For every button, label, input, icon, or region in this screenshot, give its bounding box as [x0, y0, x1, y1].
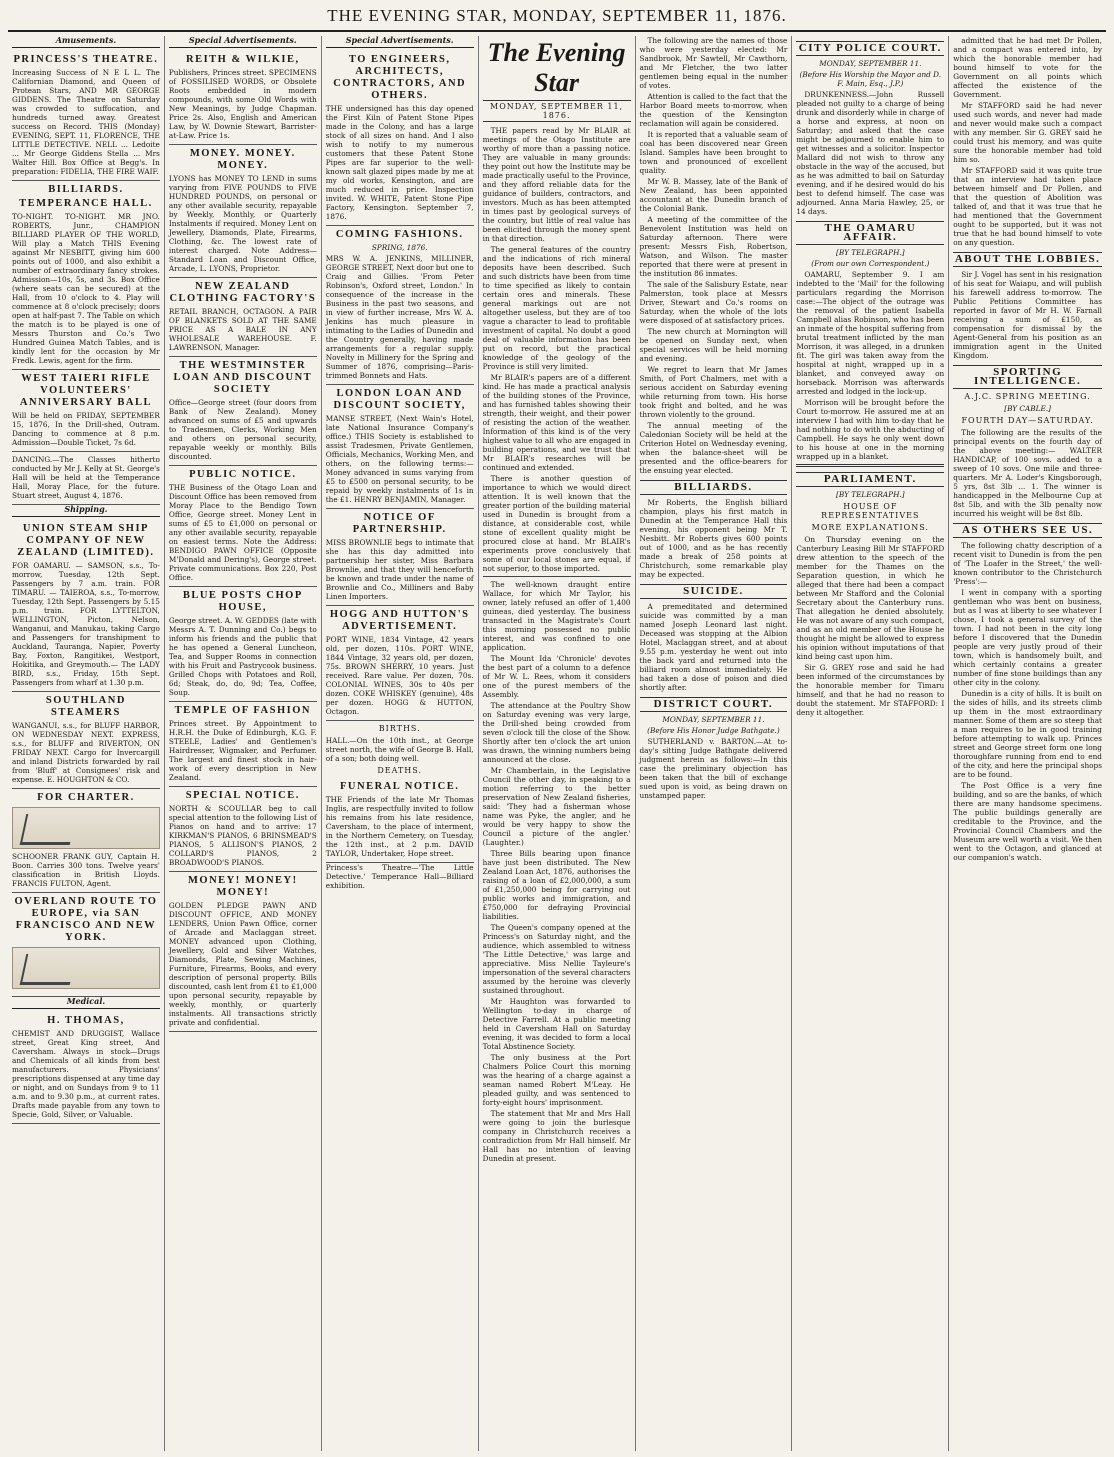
- news-paragraph: Attention is called to the fact that the Harbor Board meets to-morrow, when the question of the Kensington reclamation will again be considered.: [639, 92, 788, 128]
- news-paragraph: A meeting of the committee of the Benevolent Institution was held on Saturday afternoon. There were present: Messrs Fish, Robertson, Watson, and Wilson. The master reported that there were at present in the institution 86 inmates.: [639, 215, 788, 278]
- district-court-text: SUTHERLAND v. BARTON.—At to-day's sitting Judge Bathgate delivered judgment herein as follows:—In this case the preliminary objection has been taken that the bill of exchange sued upon is void, as being drawn on unstamped paper.: [639, 737, 788, 800]
- births-heading: BIRTHS.: [378, 724, 421, 733]
- deaths-heading: DEATHS.: [377, 766, 423, 775]
- schooner-illustration: [12, 807, 160, 849]
- ad-title: SPECIAL NOTICE.: [185, 790, 300, 801]
- billiards-text: Mr Roberts, the English billiard champion, plays his first match in Dunedin at the Temperance Hall this evening, his opponent being Mr T. Nesbitt. Mr Roberts gives 600 points out of 1000, and as he has recently made a break of 258 points at Christchurch, some remarkable play may be expected.: [639, 498, 788, 579]
- police-court-heading: CITY POLICE COURT.: [796, 41, 944, 56]
- lobbies-text: Sir J. Vogel has sent in his resignation of his seat for Waiapu, and will publish his farewell address to-morrow. The Public Petitions Committee has reported in favor of Mr H. W. Farnall receiving a sum of £150, as compensation for dismissal by the Agent-General from his position as an immigration agent in the United Kingdom.: [953, 270, 1102, 360]
- district-court-date: MONDAY, SEPTEMBER 11.: [662, 715, 765, 724]
- ad-title: PUBLIC NOTICE.: [189, 469, 297, 480]
- ad-temple-fashion: [169, 702, 317, 787]
- ad-text: Publishers, Princes street. SPECIMENS of FOSSILISED WORDS, or Obsolete Roots embedded in modern compounds, with some Old Words with New Meanings, by Judge Chapman. Price 2s. Also, English and American Law, by W. Downie Stewart, Barrister-at-Law. Price 1s.: [168, 68, 317, 140]
- column-head: Special Advertisements.: [169, 36, 317, 48]
- ad-billiards: [12, 181, 160, 370]
- news-paragraph: Mr Chamberlain, in the Legislative Council the other day, in speaking to a motion referring to the better preservation of New Zealand fisheries, said: 'They had a fisherman whose name was Pyke, the angler, and he would be very happy to show the Council a picture of the angler.' (Laughter.): [482, 766, 631, 847]
- ad-text: Increasing Success of N E L L. The Californian Diamond, and Queen of Protean Stars, AND MR GEORGE GIDDENS. The Theatre on Saturday was crowded to suffocation, and hundreds turned away. Greatest success on Record. THIS (Monday) EVENING, SEPT. 11, FLORENCE, THE LITTLE DETECTIVE. NELL ... Ledoite ... Mr George Giddens Stella ... Mrs Walter Hill. Box Office at Begg's. In preparation: FIDELIA, THE FIRE WAIF.: [12, 68, 160, 176]
- ad-title: REITH & WILKIE,: [186, 54, 300, 65]
- ad-text: WANGANUI, s.s., for BLUFF HARBOR, ON WEDNESDAY NEXT. EXPRESS, s.s., for BLUFF and RIVERTON, ON FRIDAY NEXT. Cargo for Invercargill and inland Districts forwarded by rail from 'Bluff' at Consignees' risk and expense. E. HOUGHTON & CO.: [12, 721, 160, 784]
- ad-text: CHEMIST AND DRUGGIST, Wallace street, Great King street, And Caversham. Always in stock—Drugs and Chemicals of all kinds from best manufacturers. Physicians' prescriptions dispensed at any time day or night, and on Sundays from 9 to 11 a.m. and to 9.30 p.m., at current rates. Drafts made payable from any town to Specie, Gold, Silver, or Valuable.: [12, 1029, 160, 1119]
- ad-title: HOGG AND HUTTON'S ADVERTISEMENT.: [329, 609, 470, 632]
- ad-title: BLUE POSTS CHOP HOUSE,: [182, 590, 303, 613]
- parliament-subhead: MORE EXPLANATIONS.: [811, 523, 929, 532]
- news-paragraph: The well-known draught entire Wallace, for which Mr Taylor, his owner, lately refused an offer of 1,400 guineas, died yesterday. The business transacted in the Magistrate's Court this morning possessed no public interest, and was confined to one application.: [482, 580, 631, 652]
- births-text: HALL.—On the 10th inst., at George street north, the wife of George B. Hall, of a son; both doing well.: [325, 736, 474, 763]
- police-court-text: DRUNKENNESS.—John Russell pleaded not guilty to a charge of being drunk and disorderly while in charge of a horse and express, at noon on Saturday; and asked that the case might be adjourned to enable him to get witnesses and a solicitor. Inspector Mallard did not wish to throw any obstacle in the way of the accused, but as he was admitted to bail on Saturday evening, and if he desired would do his best to defend himself. The case was adjourned. Anna Maria Hawley, 25, or 14 days.: [796, 90, 945, 216]
- news-paragraph: The only business at the Port Chalmers Police Court this morning was the hearing of a charge against a seaman named Robert M'Leay. He pleaded guilty, and was sentenced to forty-eight hours' imprisonment.: [482, 1053, 631, 1107]
- paper-title: The Evening Star: [487, 38, 626, 97]
- ad-engineers: [326, 51, 474, 226]
- parliament-text: Sir G. GREY rose and said he had been informed of the circumstances by the honorable member for Timaru himself, and that he had no reason to doubt the statement. Mr STAFFORD: I deny it altogether.: [796, 663, 945, 717]
- ad-london-loan: [326, 385, 474, 509]
- ad-title: UNION STEAM SHIP COMPANY OF NEW ZEALAND (LIMITED).: [17, 523, 155, 558]
- others-heading: AS OTHERS SEE US.: [953, 523, 1102, 538]
- ad-coming-fashions: [326, 226, 474, 385]
- column-head: Special Advertisements.: [326, 36, 474, 48]
- ad-title: MONEY. MONEY. MONEY.: [189, 148, 296, 171]
- column-courts: [792, 36, 949, 1451]
- ad-blue-posts: [169, 587, 317, 702]
- ad-text: NORTH & SCOULLAR beg to call special attention to the following List of Pianos on hand and to arrive: 17 KIRKMAN'S PIANOS, 6 BRINSMEAD'S PIANOS, 5 ALLISON'S PIANOS, 2 COLLARD'S PIANOS, 2 BROADWOOD'S PIANOS.: [168, 804, 317, 867]
- paper-date: MONDAY, SEPTEMBER 11, 1876.: [483, 100, 631, 122]
- leader-paragraph: The general features of the country and the indications of rich mineral deposits have been described. Such and such districts have been from time to time specified as likely to contain certain ores and minerals. These general markings out are not altogether useless, but they are of too vague a character to lead to profitable investment of capital. No doubt a good deal of valuable information has been put on record, but the practical knowledge of the geology of the Province is still very limited.: [482, 245, 631, 371]
- ad-title: FUNERAL NOTICE.: [340, 781, 460, 792]
- ad-text: FOR OAMARU. — SAMSON, s.s., To-morrow, Tuesday, 12th Sept. Passengers by 7 a.m. train. FOR TIMARU. — TAIEROA, s.s., To-morrow, Tuesday, 12th Sept. Passengers by 5.15 p.m. train. FOR LYTTELTON, WELLINGTON, Picton, Nelson, Wanganui, and Manukau, taking Cargo and Passengers for transhipment to Auckland, Tauranga, Napier, Poverty Bay, Foxton, Rangitikei, Westport, Hokitika, and Greymouth.— The LADY BIRD, s.s., Friday, 15th Sept. Passengers from wharf at 1.30 p.m.: [12, 561, 160, 687]
- ad-text: GOLDEN PLEDGE PAWN AND DISCOUNT OFFICE, AND MONEY LENDERS, Union Pawn Office, corner of Arcade and Maclaggan street. MONEY advanced upon Clothing, Jewellery, Gold and Silver Watches, Diamonds, Plate, Sewing Machines, Furniture, Firearms, Books, and every description of personal property. Bills discounted, cash lent from £1 to £1,000 upon personal security, repayable by weekly, monthly, or quarterly instalments. All transactions strictly private and confidential.: [168, 901, 317, 1027]
- others-text: The following chatty description of a recent visit to Dunedin is from the pen of 'The Loafer in the Street,' the well-known contributor to the Christchurch 'Press':—: [953, 541, 1102, 586]
- ad-text: TO-NIGHT. TO-NIGHT. MR JNO. ROBERTS, Junr., CHAMPION BILLIARD PLAYER OF THE WORLD, Will play a Match THIS Evening against Mr NESBITT, giving him 600 points out of 1000, and also exhibit a number of extraordinary fancy strokes. Admission—10s, 5s, and 3s. Box Office (where seats can be secured) at the Hall, from 10 o'clock to 4. Play will commence at 8 o'clock precisely; doors open at half-past 7. The Table on which the match is to be played is one of Messrs Thurston and Co.'s Two Hundred Guinea Match Tables, and is kindly lent for the occasion by Mr Fredk. Lewis, agent for the firm.: [12, 212, 160, 365]
- news-paragraph: We regret to learn that Mr James Smith, of Port Chalmers, met with a serious accident on Saturday evening while returning from town. His horse took fright and bolted, and he was thrown violently to the ground.: [639, 365, 788, 419]
- leader-paragraph: Mr BLAIR's papers are of a different kind. He has made a practical analysis of the building stones of the Province, and has furnished tables showing their strength, their weight, and their power of resisting the action of the weather. Information of this kind is of the very highest value to all who are engaged in building operations, and we trust that Mr BLAIR's researches will be continued and extended.: [482, 373, 631, 472]
- ad-clothing-factory: [169, 278, 317, 357]
- column-special-ads-1: [165, 36, 322, 1451]
- ad-title: OVERLAND ROUTE TO EUROPE, via SAN FRANCISCO AND NEW YORK.: [14, 896, 158, 943]
- column-head: Amusements.: [12, 36, 160, 48]
- ad-reith-wilkie: [169, 51, 317, 145]
- ad-partnership: [326, 509, 474, 606]
- suicide-heading: SUICIDE.: [640, 584, 788, 599]
- ad-title: NOTICE OF PARTNERSHIP.: [352, 512, 447, 535]
- news-paragraph: Three Bills bearing upon finance have just been distributed. The New Zealand Loan Act, 1876, authorises the raising of a loan of £2,000,000, a sum of £1,250,000 being for carrying out public works and immigration, and £750,000 for defraying Provincial liabilities.: [482, 849, 631, 921]
- column-amusements: [8, 36, 165, 1451]
- ad-text: MISS BROWNLIE begs to intimate that she has this day admitted into partnership her sister, Miss Barbara Brownlie, and that they will henceforth be known and trade under the name of Brownlie and Co., Milliners and Baby Linen Importers.: [325, 538, 474, 601]
- paper-title-block: [483, 38, 631, 122]
- ad-title: H. THOMAS,: [47, 1015, 125, 1026]
- sporting-day: FOURTH DAY—SATURDAY.: [961, 416, 1094, 425]
- ad-westminster-loan: [169, 357, 317, 466]
- ad-text: Will be held on FRIDAY, SEPTEMBER 15, 1876, In the Drill-shed, Outram. Dancing to commence at 8 p.m. Admission—Double Ticket, 7s 6d.: [12, 411, 160, 447]
- ad-text: MRS W. A. JENKINS, MILLINER, GEORGE STREET, Next door but one to Craig and Gillies. 'From Peter Robinson's, Oxford street, London.' In consequence of the increase in the Business in the past two seasons, and in view of further increase, Mrs W. A. Jenkins has much pleasure in intimating to the Ladies of Dunedin and the Country generally, having made arrangements for a regular supply. Novelty in Millinery for the Spring and Summer of 1876, comprising—Paris-trimmed Bonnets and Hats.: [325, 254, 474, 380]
- oamaru-correspondent: (From our own Correspondent.): [811, 259, 930, 268]
- oamaru-text: Morrison will be brought before the Court to-morrow. He assured me at an interview I had with him to-day that he had nothing to do with the abducting of Campbell. He says he only went down to his house at one in the morning wrapped up in a blanket.: [796, 398, 945, 461]
- ad-text: THE Friends of the late Mr Thomas Inglis, are respectfully invited to follow his remains from his late residence, Caversham, to the place of interment, in the Northern Cemetery, on Tuesday, the 12th inst., at 2 p.m. DAVID TAYLOR, Undertaker, Hope street.: [325, 795, 474, 858]
- divider: [796, 464, 944, 467]
- ad-text: SCHOONER FRANK GUY, Captain H. Boon. Carries 300 tons. Twelve years' classification in British Lloyds. FRANCIS FULTON, Agent.: [12, 852, 160, 888]
- ad-chemist: [12, 1012, 160, 1124]
- ad-title: FOR CHARTER.: [37, 792, 135, 803]
- others-text: I went in company with a sporting gentleman who was bent on business, but as I was at liberty to see whatever I chose, I took a general survey of the town. I had not been in the city long before I discovered that the Dunedin people are very justly proud of their town, which is handsomely built, and which certainly contains a greater number of fine stone buildings than any other city in the colony.: [953, 588, 1102, 687]
- news-paragraph: Mr Haughton was forwarded to Wellington to-day in charge of Detective Farrell. At a public meeting held in Caversham Hall on Saturday evening, it was decided to form a local Total Abstinence Society.: [482, 997, 631, 1051]
- others-text: Dunedin is a city of hills. It is built on the sides of hills, and its streets climb up them in the most extraordinary manner. Some of them are so steep that a man requires to be in good training before attempting to walk up. Princes street and George street form one long thoroughfare running from end to end of the city, and here the principal shops are to be found.: [953, 689, 1102, 779]
- amusements-index: Princess's Theatre—'The Little Detective.' Temperance Hall—Billiard exhibition.: [325, 863, 474, 890]
- columns: [8, 36, 1106, 1451]
- news-paragraph: It is reported that a valuable seam of coal has been discovered near Green Island. Samples have been brought to town and pronounced of excellent quality.: [639, 130, 788, 175]
- parliament-text: On Thursday evening on the Canterbury Leasing Bill Mr STAFFORD drew attention to the speech of the member for the Thames on the Separation question, in which he alleged that there had been a compact between Mr Stafford and the Colonial Secretary about the Canterbury runs. That allegation he denied absolutely. He was not aware of any such compact, and as an old member of the House he thought he might be allowed to express his opinion without imputations of that kind being cast upon him.: [796, 535, 945, 661]
- column-news: [636, 36, 793, 1451]
- sporting-source: [BY CABLE.]: [1004, 404, 1051, 413]
- district-court-bench: (Before His Honor Judge Bathgate.): [647, 726, 780, 735]
- column-head: Shipping.: [12, 505, 160, 517]
- suicide-text: A premeditated and determined suicide was committed by a man named Joseph Leonard last night. Deceased was stopping at the Albion Hotel, Maclaggan street, and at about 9.55 p.m. yesterday he went out into the back yard and returned into the billiard room almost immediately. He had taken a dose of poison and died shortly after.: [639, 602, 788, 692]
- others-text: The Post Office is a very fine building, and so are the banks, of which there are many handsome specimens. The public buildings generally are creditable to the Province, and the Provincial Council Chambers and the Museum are well worth a visit. We then went to the Octagon, and glanced at our companion's watch.: [953, 781, 1102, 862]
- parliament-text: admitted that he had met Dr Pollen, and a compact was entered into, by which the honorable member had bound himself to vote for the Government on all points which affected the existence of the Government.: [953, 36, 1102, 99]
- ad-public-notice: [169, 466, 317, 587]
- ad-princess-theatre: [12, 51, 160, 181]
- column-special-ads-2: [322, 36, 479, 1451]
- ad-title: WEST TAIERI RIFLE VOLUNTEERS' ANNIVERSARY BALL: [19, 373, 152, 408]
- news-paragraph: The statement that Mr and Mrs Hall were going to join the burlesque company in Christchurch receives a contradiction from Mr Hall himself. Mr Hall has no intention of leaving Dunedin at present.: [482, 1109, 631, 1163]
- ad-overland: [12, 893, 160, 997]
- sporting-subhead: A.J.C. SPRING MEETING.: [964, 392, 1091, 401]
- news-paragraph: Mr W. B. Massey, late of the Bank of New Zealand, has been appointed accountant at the Dunedin branch of the Colonial Bank.: [639, 177, 788, 213]
- column-leader: [479, 36, 636, 1451]
- police-court-bench: (Before His Worship the Mayor and D. F. Main, Esq., J.P.): [799, 70, 942, 88]
- ad-dancing: [12, 452, 160, 505]
- ad-text: LYONS has MONEY TO LEND in sums varying from FIVE POUNDS to FIVE HUNDRED POUNDS, on personal or any other available security, repayable by Weekly, Monthly, or Quarterly Instalments if required. Money Lent on Jewellery, Diamonds, Plate, Firearms, Clothing, &c. The lowest rate of interest charged. Note Address—Standard Loan and Discount Office, Arcade, L. LYONS, Proprietor.: [168, 174, 317, 273]
- divider: [483, 576, 631, 577]
- ad-title: TEMPERANCE HALL.: [19, 198, 153, 209]
- parliament-text: Mr STAFFORD said he had never used such words, and never had made and never would make such a compact with any member. Sir G. GREY said he could trust his memory, and was quite sure the honorable member had told him so.: [953, 101, 1102, 164]
- ad-title: SOUTHLAND STEAMERS: [45, 695, 126, 718]
- ad-text: DANCING.—The Classes hitherto conducted by Mr J. Kelly at St. George's Hall will be held at the Temperance Hall, Moray Place, for the future. Stuart street, August 4, 1876.: [12, 455, 160, 500]
- ad-text: MANSE STREET, (Next Wain's Hotel, late National Insurance Company's office.) THIS Society is established to assist Tradesmen, Private Gentlemen, Officials, Mechanics, Working Men, and others, on the following terms:— Money advanced in sums varying from £5 to £500 on personal security, to be repaid by weekly instalments of 1s in the £1. HENRY BENJAMIN, Manager.: [325, 414, 474, 504]
- steamer-illustration: [12, 947, 160, 989]
- parliament-heading: PARLIAMENT.: [796, 472, 944, 487]
- ad-charter: [12, 789, 160, 893]
- column-head: Medical.: [12, 997, 160, 1009]
- oamaru-text: OAMARU, September 9. I am indebted to the 'Mail' for the following particulars regarding the Morrison case:—The object of the outrage was the removal of the patient Isabella Campbell alias Robinson, who has been an inmate of the hospital suffering from brutal treatment inflicted by the man Morrison, it was alleged, in a drunken fit. The girl was taken away from the hospital at night, wrapped up in a blanket, and conveyed away on horseback. Morrison was afterwards arrested and lodged in the lock-up.: [796, 270, 945, 396]
- ad-title: MONEY! MONEY! MONEY!: [188, 875, 298, 898]
- ad-money: [169, 145, 317, 278]
- ad-title: COMING FASHIONS.: [335, 229, 464, 240]
- news-paragraph: The annual meeting of the Caledonian Society will be held at the Criterion Hotel on Wednesday evening, when the balance-sheet will be presented and the office-bearers for the ensuing year elected.: [639, 421, 788, 475]
- parliament-source: [BY TELEGRAPH.]: [836, 490, 905, 499]
- news-paragraph: The sale of the Salisbury Estate, near Palmerston, took place at Messrs Driver, Stewart and Co.'s rooms on Saturday, when the whole of the lots were disposed of at satisfactory prices.: [639, 280, 788, 325]
- ad-title: PRINCESS'S THEATRE.: [13, 54, 159, 65]
- ad-union-steam: [12, 520, 160, 692]
- leader-paragraph: THE papers read by Mr BLAIR at meetings of the Otago Institute are worthy of more than a passing notice. They are valuable in many grounds: they point out how the Institute may be made practically useful to the Province, and they afford reliable data for the guidance of builders, contractors, and investors. Much as has been attempted in times past by geological surveys of the country, but little of real value has been elicited through the money spent in that direction.: [482, 126, 631, 243]
- ad-text: PORT WINE, 1834 Vintage, 42 years old, per dozen, 110s. PORT WINE, 1844 Vintage, 32 years old, per dozen, 75s. BROWN SHERRY, 10 years. Just received. Rare value. Per dozen, 70s. COLONIAL WINES, 30s to 40s per dozen. COKE WHISKEY (genuine), 48s per dozen. HOGG & HUTTON, Octagon.: [325, 635, 474, 716]
- ad-title: TEMPLE OF FASHION: [174, 705, 311, 716]
- parliament-house: HOUSE OF REPRESENTATIVES: [821, 502, 920, 520]
- sporting-text: The following are the results of the principal events on the fourth day of the above meeting:— WALTER HANDICAP, of 100 sovs. added to a sweep of 10 sovs. One mile and three-quarters. Mr A. Loder's Kingsborough, 5 yrs, 8st 3lb ... 1. The winner is handicapped in the Melbourne Cup at 8st 5lb, and with the 3lb penalty now incurred his weight will be 8st 8lb.: [953, 428, 1102, 518]
- ad-text: George street. A. W. GEDDES (late with Messrs A. T. Dunning and Co.) begs to inform his friends and the public that he has opened a General Luncheon, Tea, and Supper Rooms in connection with his Fruit and Pastrycook business. Grilled Chops with Potatoes and Roll, 6d; Steak, do, do, 9d; Tea, Coffee, Soup.: [168, 616, 317, 697]
- oamaru-source: [BY TELEGRAPH.]: [836, 248, 905, 257]
- oamaru-heading: THE OAMARU AFFAIR.: [796, 221, 944, 245]
- ad-pianos: [169, 787, 317, 872]
- district-court-heading: DISTRICT COURT.: [640, 697, 788, 712]
- ad-golden-pledge: [169, 872, 317, 1032]
- ad-title: LONDON LOAN AND DISCOUNT SOCIETY,: [333, 388, 466, 411]
- leader-paragraph: There is another question of importance to which we would direct attention. It is well known that the greater portion of the building material used in Dunedin is brought from a distance, at considerable cost, while stone of excellent quality might be procured close at hand. Mr BLAIR's experiments prove conclusively that some of our local stones are equal, if not superior, to those imported.: [482, 474, 631, 573]
- ad-title: NEW ZEALAND CLOTHING FACTORY'S: [169, 281, 317, 304]
- ad-title: TO ENGINEERS, ARCHITECTS, CONTRACTORS, AND OTHERS.: [333, 54, 467, 101]
- ad-title: BILLIARDS.: [48, 184, 124, 195]
- ad-rifle-ball: [12, 370, 160, 452]
- ad-text: Princes street. By Appointment to H.R.H. the Duke of Edinburgh, K.G. F. STEELE, Ladies' and Gentlemen's Hairdresser, Wigmaker, and Perfumer. The largest and finest stock in hair-work of every description in New Zealand.: [168, 719, 317, 782]
- sporting-heading: SPORTING INTELLIGENCE.: [953, 365, 1102, 389]
- masthead: [8, 6, 1106, 32]
- news-paragraph: The Queen's company opened at the Princess's on Saturday night, and the audience, which assembled to witness 'The Little Detective,' was large and appreciative. Miss Nellie Tayleure's impersonation of the several characters assumed by the heroine was cleverly sustained throughout.: [482, 923, 631, 995]
- news-paragraph: The new church at Mornington will be opened on Sunday next, when special services will be held morning and evening.: [639, 327, 788, 363]
- billiards-heading: BILLIARDS.: [640, 480, 788, 495]
- ad-title: THE WESTMINSTER LOAN AND DISCOUNT SOCIETY: [173, 360, 313, 395]
- news-paragraph: The following are the names of those who were yesterday elected: Mr Sandbrook, Mr Sawtell, Mr Cawthorn, and Mr Fletcher, the two latter gentlemen being equal in the number of votes.: [639, 36, 788, 90]
- column-parliament-sport: [949, 36, 1106, 1451]
- ad-text: Office—George street (four doors from Bank of New Zealand). Money advanced on sums of £5 and upwards to Tradesmen, Clerks, Working Men and others on personal security, repayable weekly or monthly. Bills discounted.: [168, 398, 317, 461]
- news-paragraph: The Mount Ida 'Chronicle' devotes the best part of a column to a defence of Mr W. L. Rees, whom it considers one of the purest members of the Assembly.: [482, 654, 631, 699]
- masthead-text: THE EVENING STAR, MONDAY, SEPTEMBER 11, 1876.: [327, 6, 787, 25]
- ad-subtitle: SPRING, 1876.: [371, 243, 428, 252]
- ad-funeral-notice: [326, 778, 474, 863]
- police-court-date: MONDAY, SEPTEMBER 11.: [819, 59, 922, 68]
- ad-text: THE Business of the Otago Loan and Discount Office has been removed from Moray Place to the Bendigo Town Office, George street. Money Lent in sums of £5 to £1,000 on personal or any other available security, repayable on easiest terms. Note the Address: BENDIGO PAWN OFFICE (Opposite M'Donald and Dering's), George street. Private communications. Box 220, Post Office.: [168, 483, 317, 582]
- ad-southland-steamers: [12, 692, 160, 789]
- lobbies-heading: ABOUT THE LOBBIES.: [954, 253, 1101, 265]
- ad-text: RETAIL BRANCH, OCTAGON. A PAIR OF BLANKETS SOLD AT THE SAME PRICE AS A BALE IN ANY WHOLESALE WAREHOUSE. F. LAWRENSON, Manager.: [168, 307, 317, 352]
- news-paragraph: The attendance at the Poultry Show on Saturday evening was very large, the Drill-shed being crowded from seven o'clock till the close of the Show. Shortly after ten o'clock the art union was drawn, the winning numbers being announced at the close.: [482, 701, 631, 764]
- ad-hogg-hutton: [326, 606, 474, 721]
- ad-text: THE undersigned has this day opened the First Kiln of Patent Stone Pipes made in the Colony, and has a large stock of all sizes on hand. And I also wish to notify to my numerous customers that these Patent Stone Pipes are far superior to the well-known salt glazed pipes made by me at my old works, Kensington, and are much reduced in price. Inspection invited. W. WHITE, Patent Stone Pipe Factory, Kensington. September 7, 1876.: [325, 104, 474, 221]
- parliament-text: Mr STAFFORD said it was quite true that an interview had taken place between himself and Dr Pollen, and that the question of Abolition was talked of, and that it was true that he had mentioned that the Government ought to be supported, but it was not true that he had bound himself to vote on any question.: [953, 166, 1102, 247]
